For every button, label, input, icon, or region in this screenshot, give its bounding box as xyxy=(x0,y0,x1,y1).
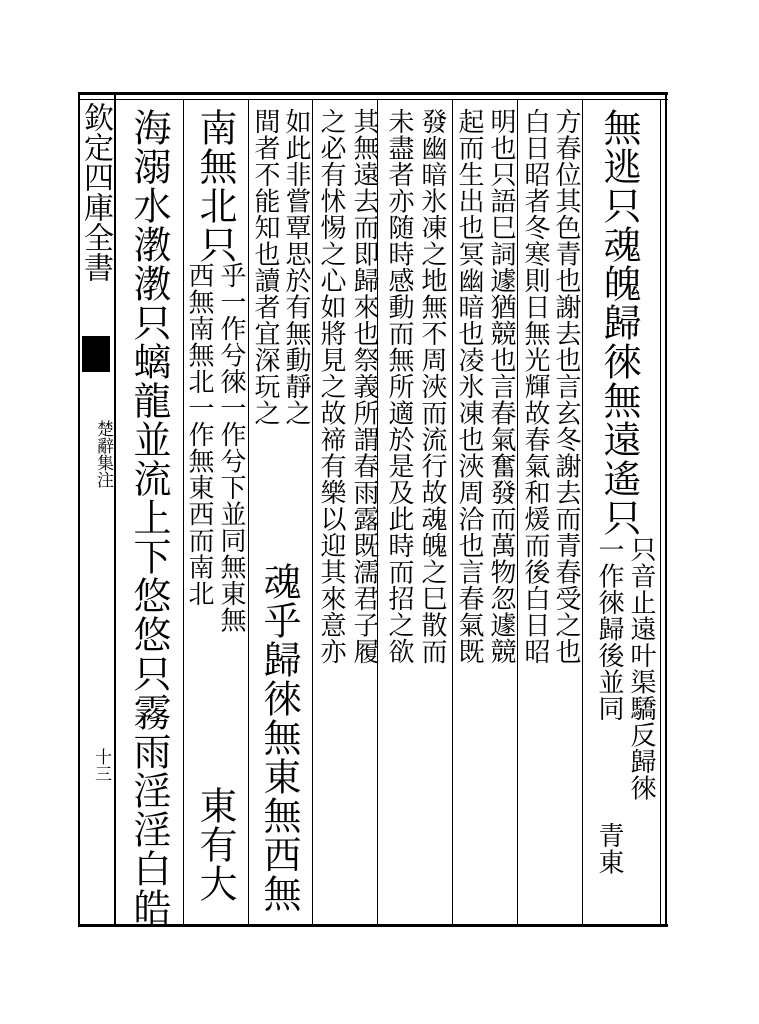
text-column-13-note xyxy=(186,262,212,607)
annotation-text: 未盡者亦随時感動而無所適於是及此時而招之欲 xyxy=(384,108,414,665)
text-column-9 xyxy=(318,108,344,665)
margin-title: 欽定四庫全書 xyxy=(78,102,113,282)
text-column-5 xyxy=(456,108,482,665)
text-column-7 xyxy=(386,108,412,665)
main-text: 魂乎歸徠無東無西無 xyxy=(257,562,301,913)
annotation-text: 發幽暗氷凍之地無不周浹而流行故魂魄之巳散而 xyxy=(417,108,447,665)
annotation-text: 明也只語巳詞遽猶競也言春氣奮發而萬物忽遽競 xyxy=(486,108,516,665)
text-column-12-main xyxy=(193,108,237,264)
text-column-1-note xyxy=(628,536,654,801)
annotation-text: 一作徠歸後並同 xyxy=(594,536,624,722)
text-column-11 xyxy=(252,108,278,426)
right-border-inner xyxy=(660,99,661,924)
annotation-text: 西無南無北一作無東西而南北 xyxy=(184,262,214,607)
text-column-12-note xyxy=(218,262,244,633)
text-column-6 xyxy=(419,108,445,665)
text-column-2 xyxy=(553,108,579,665)
annotation-text: 方春位其色青也謝去也言玄冬謝去而青春受之也 xyxy=(551,108,581,665)
annotation-text: 其無遠去而即歸來也祭義所謂春雨露既濡君子履 xyxy=(349,108,379,665)
annotation-text: 白日昭者冬寒則日無光輝故春氣和煖而後白日昭 xyxy=(520,108,550,665)
right-border xyxy=(665,92,667,927)
text-column-4 xyxy=(488,108,514,665)
text-column-1-main xyxy=(597,108,641,537)
text-column-12-tail xyxy=(193,786,237,903)
text-column-8 xyxy=(351,108,377,665)
column-rule xyxy=(452,100,453,924)
main-text: 無逃只魂魄歸徠無遠遙只 xyxy=(597,108,641,537)
top-border xyxy=(78,92,668,95)
annotation-text: 起而生出也冥幽暗也凌氷凍也浹周洽也言春氣既 xyxy=(454,108,484,665)
annotation-text: 乎一作兮徠一作兮下並同無東無 xyxy=(216,262,246,633)
text-column-1-note2 xyxy=(596,536,622,722)
main-text: 東有大 xyxy=(193,786,237,903)
text-column-15 xyxy=(127,108,171,927)
text-column-10 xyxy=(283,108,309,426)
text-column-10-main xyxy=(257,562,301,913)
text-column-1-note3 xyxy=(596,822,622,875)
annotation-text: 如此非嘗覃思於有無動靜之 xyxy=(281,108,311,426)
column-rule xyxy=(312,100,313,924)
annotation-text: 青東 xyxy=(594,822,624,875)
main-text: 海溺水漖漖只螭龍並流上下悠悠只霧雨淫淫白皓 xyxy=(127,108,171,927)
annotation-text: 只音止遠叶渠驕反歸徠 xyxy=(626,536,656,801)
margin-book-title: 楚辭集注 xyxy=(93,420,113,488)
fish-tail-mark xyxy=(82,336,110,372)
margin-divider xyxy=(114,92,116,927)
column-rule xyxy=(582,100,583,924)
annotation-text: 之必有怵惕之心如將見之故禘有樂以迎其來意亦 xyxy=(316,108,346,665)
main-text: 南無北只 xyxy=(193,108,237,264)
top-border-inner xyxy=(78,99,668,100)
column-rule xyxy=(517,100,518,924)
text-column-3 xyxy=(522,108,548,665)
margin-page-number: 十三 xyxy=(91,748,111,782)
column-rule xyxy=(248,100,249,924)
annotation-text: 間者不能知也讀者宜深玩之 xyxy=(250,108,280,426)
